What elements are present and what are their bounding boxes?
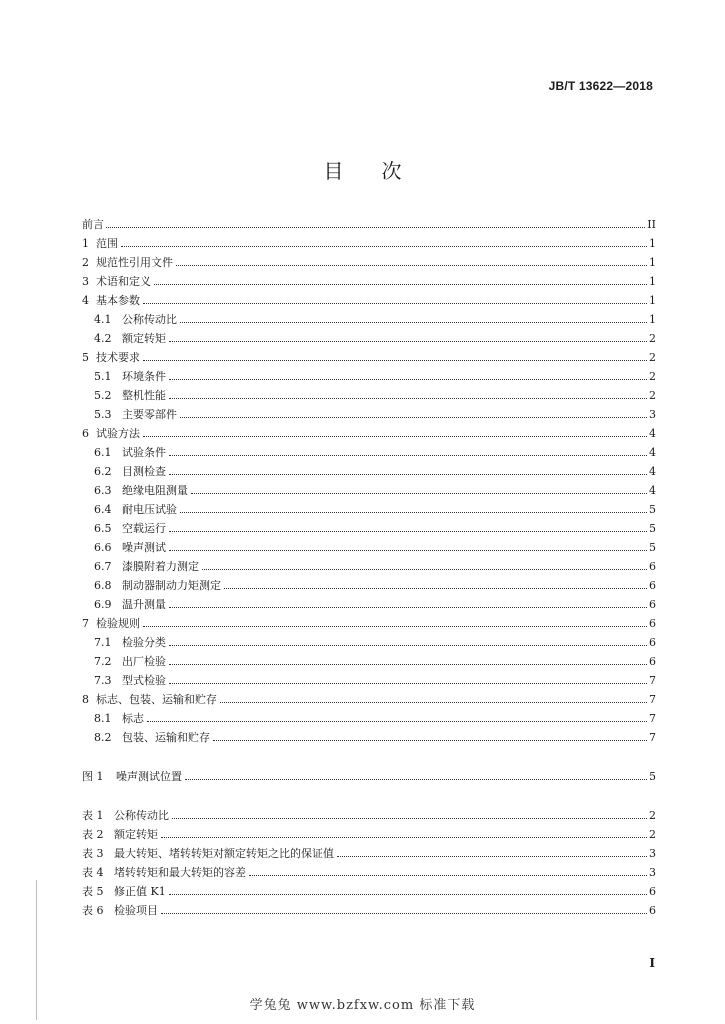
toc-entry[interactable] [82,612,656,630]
standard-number: JB/T 13622—2018 [548,79,653,93]
dot-leader [169,378,647,380]
toc-entry[interactable] [94,517,656,535]
toc-entry-page: 3 [649,408,656,421]
toc-entry-number: 4.2 [94,332,112,345]
toc-entry-label: 检验规则 [96,617,140,630]
toc-entry-label: 噪声测试位置 [116,770,182,783]
toc-entry[interactable] [82,251,656,269]
toc-entry-label: 标志 [122,712,144,725]
dot-leader [169,397,647,399]
figure-entry[interactable] [82,765,656,783]
toc-entry-label: 漆膜附着力测定 [122,560,199,573]
dot-leader [191,492,647,494]
dot-leader [169,340,647,342]
toc-entry-page: 5 [649,541,656,554]
table-entry[interactable] [82,899,656,917]
toc-entry-number: 7.2 [94,655,112,668]
page-number: I [649,956,655,970]
dot-leader [337,855,647,857]
dot-leader [180,416,647,418]
toc-entry-label: 空载运行 [122,522,166,535]
toc-entry-label: 基本参数 [96,294,140,307]
toc-entry-page: 3 [649,847,656,860]
toc-entry[interactable] [94,536,656,554]
toc-entry-number: 5.3 [94,408,112,421]
toc-entry[interactable] [94,327,656,345]
toc-entry-label: 试验条件 [122,446,166,459]
toc-entry-number: 8.1 [94,712,112,725]
dot-leader [169,606,647,608]
toc-entry[interactable] [82,270,656,288]
toc-entry-number: 6.9 [94,598,112,611]
toc-entry[interactable] [94,631,656,649]
dot-leader [169,473,647,475]
toc-entry-page: 2 [649,828,656,841]
toc-entry-page: 6 [649,560,656,573]
toc-entry-page: 1 [649,256,656,269]
toc-entry-number: 2 [82,256,89,269]
toc-entry-number: 图 1 [82,770,104,783]
toc-entry-page: 2 [649,809,656,822]
toc-entry-number: 6.5 [94,522,112,535]
toc-entry-number: 4.1 [94,313,112,326]
page-title: 目次 [323,159,440,183]
toc-entry[interactable] [94,365,656,383]
toc-entry[interactable] [94,726,656,744]
toc-entry-page: 7 [649,674,656,687]
toc-entry-number: 3 [82,275,89,288]
dot-leader [249,874,647,876]
toc-entry-number: 5.1 [94,370,112,383]
toc-entry-page: 2 [649,351,656,364]
table-entry[interactable] [82,823,656,841]
dot-leader [169,682,647,684]
toc-entry-label: 技术要求 [96,351,140,364]
toc-entry-label: 包装、运输和贮存 [122,731,210,744]
dot-leader [169,893,647,895]
toc-entry-number: 1 [82,237,89,250]
dot-leader [224,587,647,589]
toc-entry-page: 1 [649,275,656,288]
toc-entry-label: 修正值 K1 [114,885,166,898]
toc-entry[interactable] [82,289,656,307]
toc-entry-page: 2 [649,389,656,402]
toc-entry-label: 整机性能 [122,389,166,402]
toc-entry-number: 7.3 [94,674,112,687]
dot-leader [147,720,647,722]
toc-entry-label: 制动器制动力矩测定 [122,579,221,592]
toc-entry[interactable] [94,403,656,421]
toc-entry-page: 5 [649,770,656,783]
toc-entry-label: 噪声测试 [122,541,166,554]
toc-entry-number: 前言 [82,218,104,231]
dot-leader [213,739,647,741]
toc-entry-label: 绝缘电阻测量 [122,484,188,497]
toc-entry-label: 术语和定义 [96,275,151,288]
toc-entry-number: 6 [82,427,89,440]
toc-entry-label: 额定转矩 [122,332,166,345]
toc-entry-number: 6.3 [94,484,112,497]
toc-entry[interactable] [94,308,656,326]
dot-leader [121,245,647,247]
toc-entry-number: 表 5 [82,885,104,898]
dot-leader [169,663,647,665]
toc-entry-page: 7 [649,731,656,744]
toc-entry-number: 表 4 [82,866,104,879]
toc-entry-number: 4 [82,294,89,307]
toc-entry-page: 5 [649,503,656,516]
toc-entry-page: 2 [649,332,656,345]
watermark-footer: 学兔兔 www.bzfxw.com 标准下载 [249,998,476,1013]
dot-leader [143,302,647,304]
toc-entry-page: 1 [649,237,656,250]
dot-leader [143,625,647,627]
toc-entry-number: 6.2 [94,465,112,478]
toc-entry[interactable] [94,384,656,402]
toc-entry-number: 6.4 [94,503,112,516]
toc-entry-number: 表 3 [82,847,104,860]
toc-entry[interactable] [94,593,656,611]
toc-entry-page: 6 [649,904,656,917]
dot-leader [169,454,647,456]
toc-entry-page: 3 [649,866,656,879]
table-entry[interactable] [82,804,656,822]
toc-entry-number: 表 1 [82,809,104,822]
toc-entry[interactable] [94,498,656,516]
toc-entry-number: 表 6 [82,904,104,917]
toc-entry-page: 6 [649,579,656,592]
dot-leader [143,359,647,361]
toc-entry-number: 8.2 [94,731,112,744]
toc-entry-page: 6 [649,598,656,611]
toc-entry[interactable] [94,441,656,459]
toc-entry-page: 4 [649,446,656,459]
toc-entry-page: II [647,218,656,231]
dot-leader [169,644,647,646]
toc-entry-page: 7 [649,712,656,725]
toc-entry-page: 7 [649,693,656,706]
toc-entry[interactable] [94,479,656,497]
toc-entry-number: 6.6 [94,541,112,554]
toc-entry-label: 环境条件 [122,370,166,383]
toc-entry[interactable] [94,650,656,668]
toc-entry-label: 标志、包装、运输和贮存 [96,693,217,706]
dot-leader [185,778,647,780]
dot-leader [180,511,647,513]
toc-entry[interactable] [94,574,656,592]
dot-leader [220,701,647,703]
toc-entry-label: 试验方法 [96,427,140,440]
dot-leader [176,264,647,266]
dot-leader [172,817,647,819]
toc-entry-page: 6 [649,636,656,649]
toc-entry[interactable] [82,346,656,364]
dot-leader [202,568,647,570]
dot-leader [143,435,647,437]
toc-entry[interactable] [82,232,656,250]
toc-entry-page: 6 [649,655,656,668]
toc-entry-label: 温升测量 [122,598,166,611]
toc-entry-label: 范围 [96,237,118,250]
toc-entry[interactable] [82,422,656,440]
dot-leader [161,912,647,914]
toc-entry-page: 5 [649,522,656,535]
toc-entry-label: 型式检验 [122,674,166,687]
toc-entry[interactable] [82,213,656,231]
toc-entry-page: 1 [649,313,656,326]
toc-entry-number: 5.2 [94,389,112,402]
toc-entry-label: 出厂检验 [122,655,166,668]
toc-entry-number: 表 2 [82,828,104,841]
toc-entry-number: 7.1 [94,636,112,649]
dot-leader [180,321,647,323]
toc-entry-label: 规范性引用文件 [96,256,173,269]
toc-entry-page: 1 [649,294,656,307]
toc-entry-number: 6.8 [94,579,112,592]
toc-entry-page: 4 [649,484,656,497]
dot-leader [161,836,647,838]
toc-entry[interactable] [94,707,656,725]
dot-leader [154,283,647,285]
toc-entry[interactable] [94,460,656,478]
toc-entry-label: 检验分类 [122,636,166,649]
table-entry[interactable] [82,861,656,879]
dot-leader [169,530,647,532]
table-entry[interactable] [82,842,656,860]
toc-entry[interactable] [82,688,656,706]
toc-entry[interactable] [94,555,656,573]
table-entry[interactable] [82,880,656,898]
toc-entry-label: 公称传动比 [114,809,169,822]
toc-entry-number: 6.1 [94,446,112,459]
toc-entry-number: 8 [82,693,89,706]
toc-entry-label: 堵转转矩和最大转矩的容差 [114,866,246,879]
toc-entry-number: 5 [82,351,89,364]
toc-entry-number: 6.7 [94,560,112,573]
toc-entry-page: 2 [649,370,656,383]
toc-entry-label: 主要零部件 [122,408,177,421]
toc-entry-number: 7 [82,617,89,630]
toc-entry-page: 6 [649,885,656,898]
dot-leader [106,226,645,228]
toc-entry-label: 耐电压试验 [122,503,177,516]
toc-entry-page: 4 [649,427,656,440]
dot-leader [169,549,647,551]
toc-entry-label: 额定转矩 [114,828,158,841]
toc-entry-label: 最大转矩、堵转转矩对额定转矩之比的保证值 [114,847,334,860]
toc-entry-page: 6 [649,617,656,630]
toc-entry-page: 4 [649,465,656,478]
toc-entry-label: 目测检查 [122,465,166,478]
toc-entry-label: 检验项目 [114,904,158,917]
toc-entry[interactable] [94,669,656,687]
toc-entry-label: 公称传动比 [122,313,177,326]
